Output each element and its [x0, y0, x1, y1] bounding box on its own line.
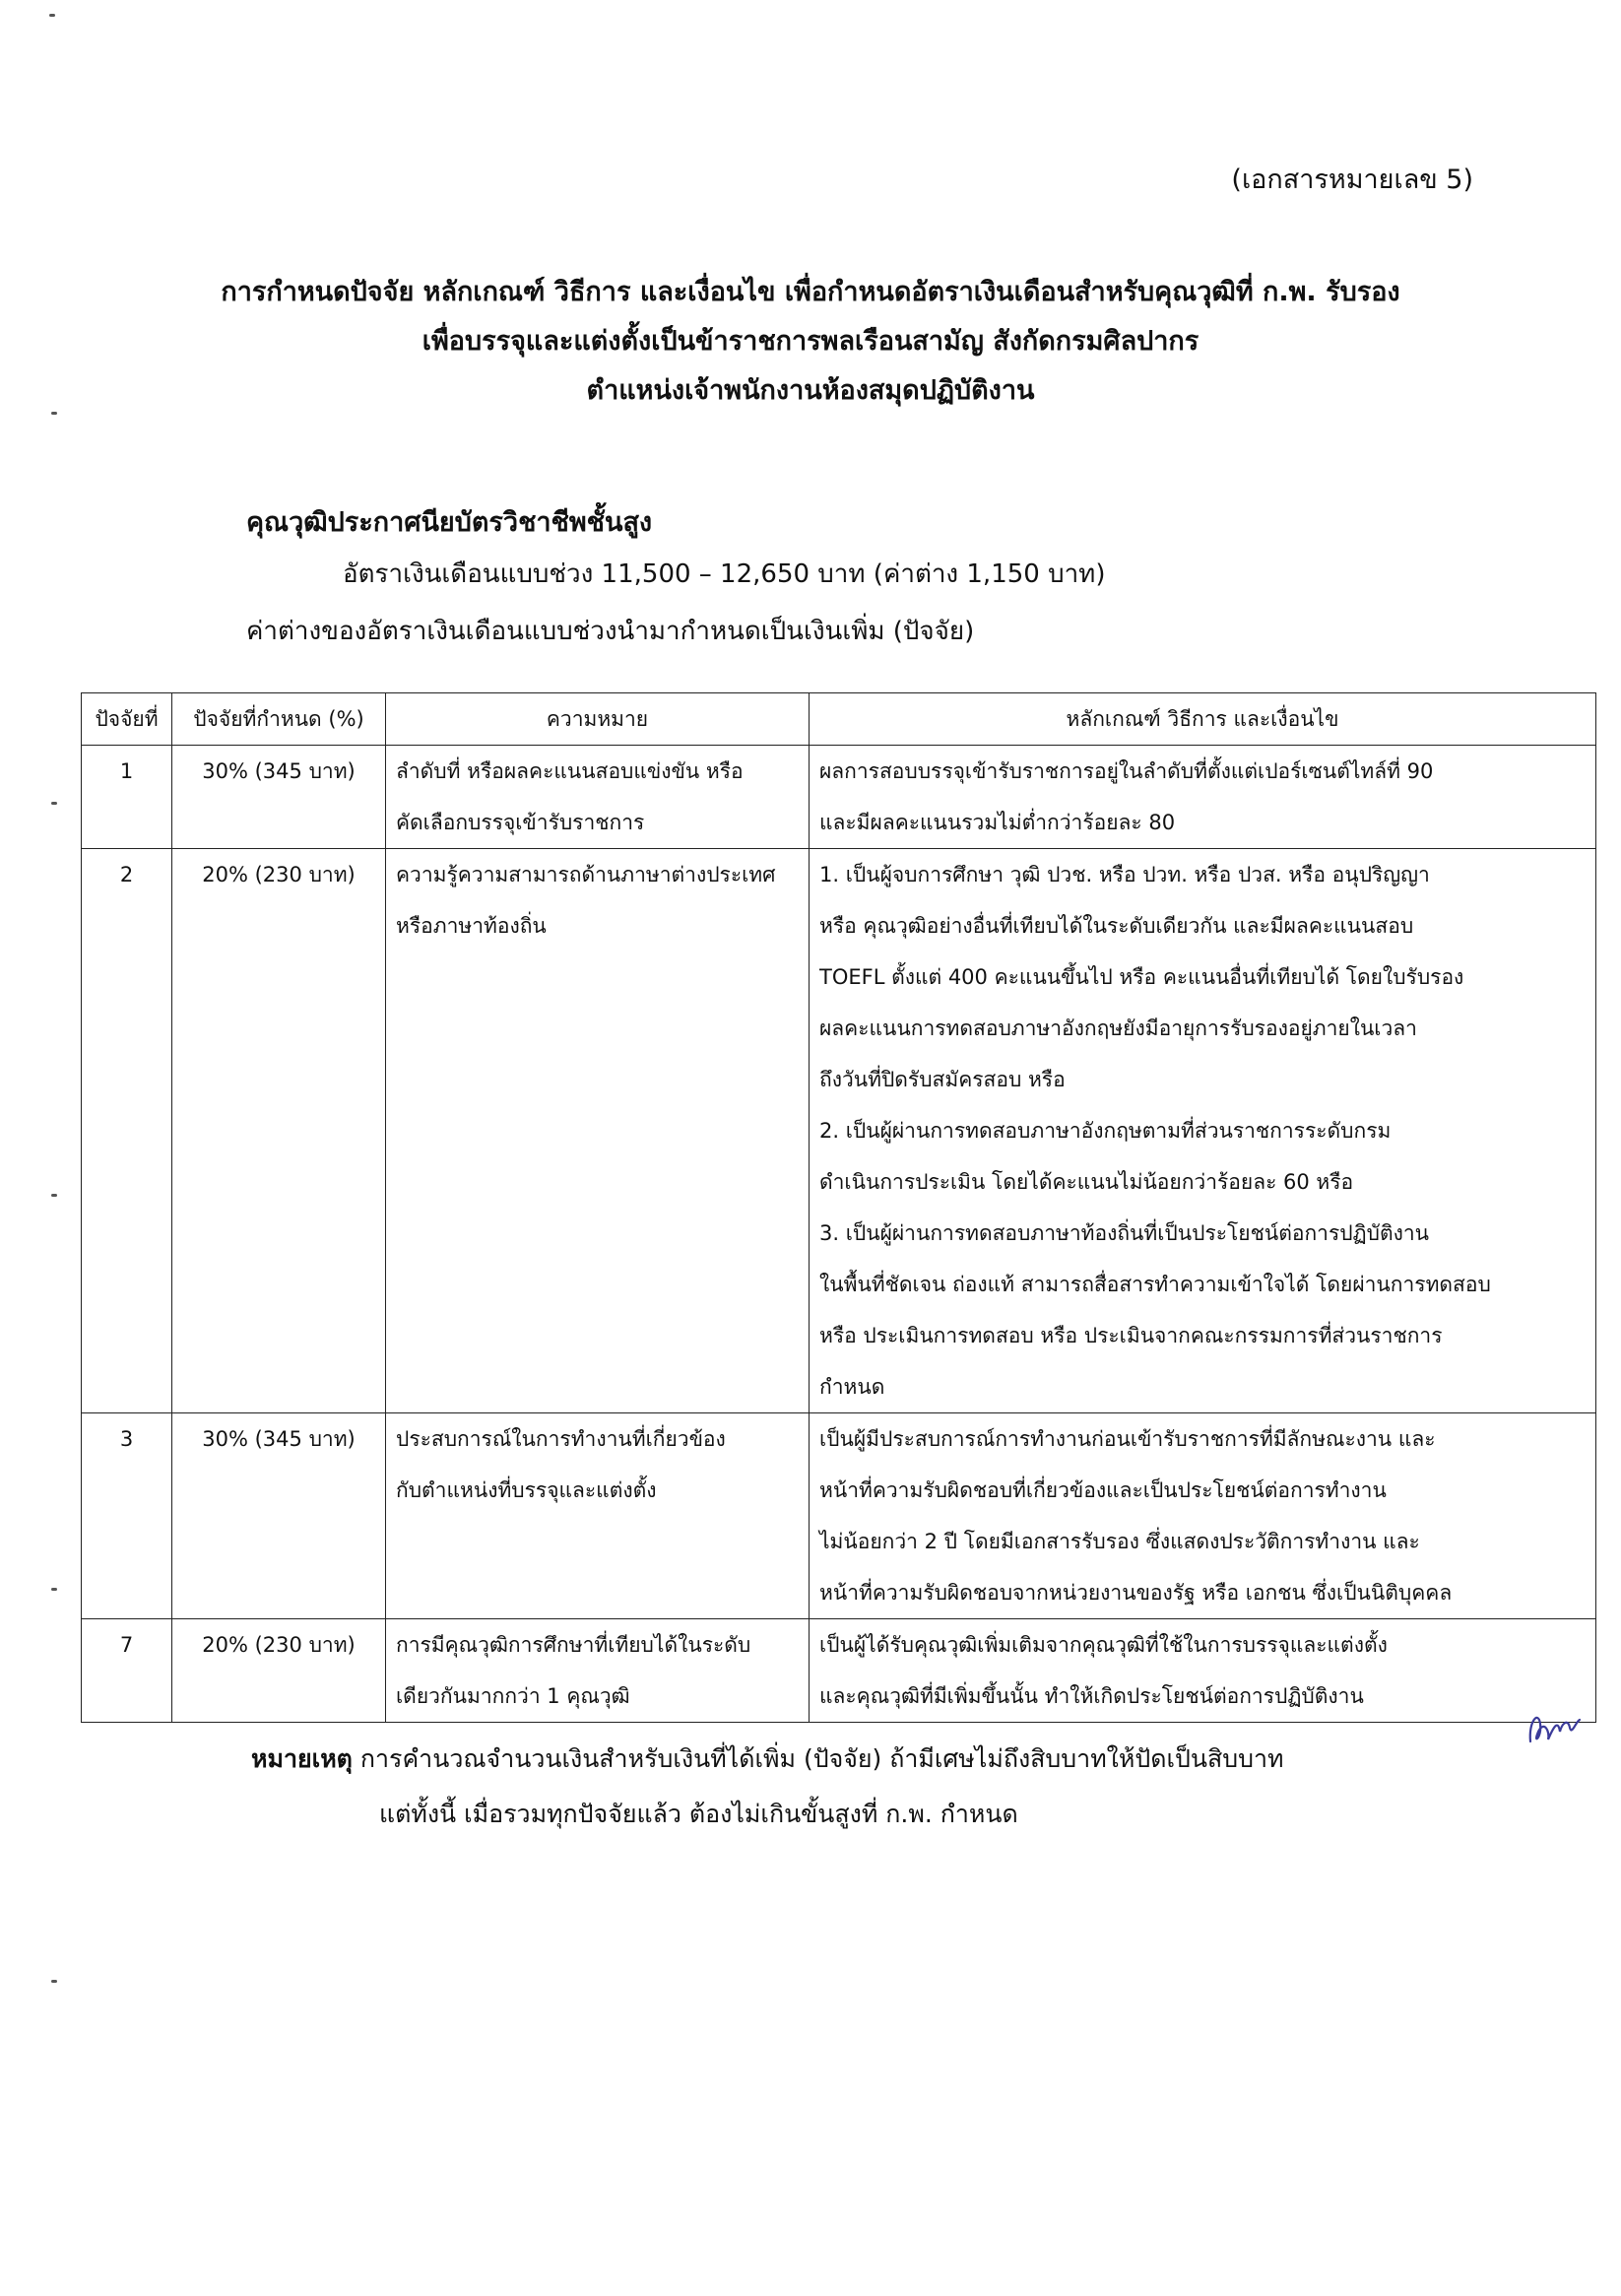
factor-number: 1 — [82, 746, 172, 849]
table-row — [82, 849, 1596, 1413]
meaning-line: ลำดับที่ หรือผลคะแนนสอบแข่งขัน หรือ — [396, 759, 744, 783]
criteria-line: หน้าที่ความรับผิดชอบจากหน่วยงานของรัฐ หรือ เอกชน ซึ่งเป็นนิติบุคคล — [819, 1581, 1453, 1605]
criteria-line: ผลการสอบบรรจุเข้ารับราชการอยู่ในลำดับที่ตั้งแต่เปอร์เซนต์ไทล์ที่ 90 — [819, 759, 1434, 783]
factor-criteria — [810, 746, 1596, 849]
note-line-2: แต่ทั้งนี้ เมื่อรวมทุกปัจจัยแล้ว ต้องไม่เกินขั้นสูงที่ ก.พ. กำหนด — [379, 1800, 1018, 1828]
criteria-line: ถึงวันที่ปิดรับสมัครสอบ หรือ — [819, 1068, 1066, 1091]
factor-number: 2 — [82, 849, 172, 1413]
criteria-line: หน้าที่ความรับผิดชอบที่เกี่ยวข้องและเป็นประโยชน์ต่อการทำงาน — [819, 1478, 1387, 1502]
table-row — [82, 1413, 1596, 1619]
meaning-line: หรือภาษาท้องถิ่น — [396, 914, 547, 938]
criteria-line: ในพื้นที่ชัดเจน ถ่องแท้ สามารถสื่อสารทำความเข้าใจได้ โดยผ่านการทดสอบ — [819, 1273, 1491, 1296]
factor-meaning — [386, 746, 810, 849]
meaning-line: ประสบการณ์ในการทำงานที่เกี่ยวข้อง — [396, 1427, 726, 1451]
heading-line-3: ตำแหน่งเจ้าพนักงานห้องสมุดปฏิบัติงาน — [586, 375, 1035, 406]
factor-criteria — [810, 1619, 1596, 1723]
factor-criteria — [810, 1413, 1596, 1619]
factors-table — [81, 692, 1596, 1723]
note-line-1: การคำนวณจำนวนเงินสำหรับเงินที่ได้เพิ่ม (ปัจจัย) ถ้ามีเศษไม่ถึงสิบบาทให้ปัดเป็นสิบบาท — [359, 1744, 1284, 1773]
meaning-line: คัดเลือกบรรจุเข้ารับราชการ — [396, 811, 645, 834]
meaning-line: การมีคุณวุฒิการศึกษาที่เทียบได้ในระดับ — [396, 1633, 751, 1657]
criteria-line: TOEFL ตั้งแต่ 400 คะแนนขึ้นไป หรือ คะแนนอื่นที่เทียบได้ โดยใบรับรอง — [819, 965, 1464, 989]
criteria-line: กำหนด — [819, 1375, 885, 1399]
scan-mark — [51, 1588, 57, 1591]
factor-intro: ค่าต่างของอัตราเงินเดือนแบบช่วงนำมากำหนดเป็นเงินเพิ่ม (ปัจจัย) — [246, 617, 975, 646]
factor-percentage: 20% (230 บาท) — [172, 1619, 386, 1723]
factor-percentage: 30% (345 บาท) — [172, 1413, 386, 1619]
document-heading — [0, 268, 1621, 416]
salary-range: อัตราเงินเดือนแบบช่วง 11,500 – 12,650 บาท (ค่าต่าง 1,150 บาท) — [343, 559, 1106, 589]
criteria-line: 1. เป็นผู้จบการศึกษา วุฒิ ปวช. หรือ ปวท. หรือ ปวส. หรือ อนุปริญญา — [819, 863, 1430, 886]
qualification-title: คุณวุฒิประกาศนียบัตรวิชาชีพชั้นสูง — [246, 507, 653, 538]
factor-criteria — [810, 849, 1596, 1413]
signature-mark — [1524, 1702, 1584, 1753]
scan-mark — [51, 412, 57, 415]
heading-line-1: การกำหนดปัจจัย หลักเกณฑ์ วิธีการ และเงื่อนไข เพื่อกำหนดอัตราเงินเดือนสำหรับคุณวุฒิที่ ก.พ. รับรอง — [221, 277, 1400, 307]
header-criteria: หลักเกณฑ์ วิธีการ และเงื่อนไข — [810, 693, 1596, 746]
table-header-row — [82, 693, 1596, 746]
criteria-line: หรือ คุณวุฒิอย่างอื่นที่เทียบได้ในระดับเดียวกัน และมีผลคะแนนสอบ — [819, 914, 1414, 938]
table-row — [82, 746, 1596, 849]
meaning-line: เดียวกันมากกว่า 1 คุณวุฒิ — [396, 1684, 630, 1708]
factor-number: 7 — [82, 1619, 172, 1723]
header-factor-pct: ปัจจัยที่กำหนด (%) — [172, 693, 386, 746]
note — [251, 1739, 1283, 1779]
header-factor-no: ปัจจัยที่ — [82, 693, 172, 746]
factor-meaning — [386, 1619, 810, 1723]
document-ref: (เอกสารหมายเลข 5) — [1231, 164, 1473, 195]
factor-meaning — [386, 849, 810, 1413]
header-meaning: ความหมาย — [386, 693, 810, 746]
factor-percentage: 20% (230 บาท) — [172, 849, 386, 1413]
criteria-line: เป็นผู้ได้รับคุณวุฒิเพิ่มเติมจากคุณวุฒิที่ใช้ในการบรรจุและแต่งตั้ง — [819, 1633, 1388, 1657]
criteria-line: 2. เป็นผู้ผ่านการทดสอบภาษาอังกฤษตามที่ส่วนราชการระดับกรม — [819, 1119, 1392, 1143]
criteria-line: และคุณวุฒิที่มีเพิ่มขึ้นนั้น ทำให้เกิดประโยชน์ต่อการปฏิบัติงาน — [819, 1684, 1364, 1708]
table-row — [82, 1619, 1596, 1723]
factor-meaning — [386, 1413, 810, 1619]
criteria-line: ไม่น้อยกว่า 2 ปี โดยมีเอกสารรับรอง ซึ่งแสดงประวัติการทำงาน และ — [819, 1530, 1420, 1553]
criteria-line: ผลคะแนนการทดสอบภาษาอังกฤษยังมีอายุการรับรองอยู่ภายในเวลา — [819, 1017, 1417, 1040]
scan-mark — [51, 802, 57, 805]
meaning-line: ความรู้ความสามารถด้านภาษาต่างประเทศ — [396, 863, 776, 886]
factor-number: 3 — [82, 1413, 172, 1619]
heading-line-2: เพื่อบรรจุและแต่งตั้งเป็นข้าราชการพลเรือนสามัญ สังกัดกรมศิลปากร — [421, 326, 1200, 357]
note-label: หมายเหตุ — [251, 1744, 353, 1773]
criteria-line: 3. เป็นผู้ผ่านการทดสอบภาษาท้องถิ่นที่เป็นประโยชน์ต่อการปฏิบัติงาน — [819, 1221, 1430, 1245]
scan-mark — [49, 14, 55, 17]
criteria-line: ดำเนินการประเมิน โดยได้คะแนนไม่น้อยกว่าร้อยละ 60 หรือ — [819, 1170, 1354, 1194]
criteria-line: และมีผลคะแนนรวมไม่ต่ำกว่าร้อยละ 80 — [819, 811, 1176, 834]
criteria-line: เป็นผู้มีประสบการณ์การทำงานก่อนเข้ารับราชการที่มีลักษณะงาน และ — [819, 1427, 1436, 1451]
criteria-line: หรือ ประเมินการทดสอบ หรือ ประเมินจากคณะกรรมการที่ส่วนราชการ — [819, 1324, 1443, 1347]
scan-mark — [51, 1980, 57, 1983]
scan-mark — [51, 1194, 57, 1197]
meaning-line: กับตำแหน่งที่บรรจุและแต่งตั้ง — [396, 1478, 657, 1502]
factor-percentage: 30% (345 บาท) — [172, 746, 386, 849]
